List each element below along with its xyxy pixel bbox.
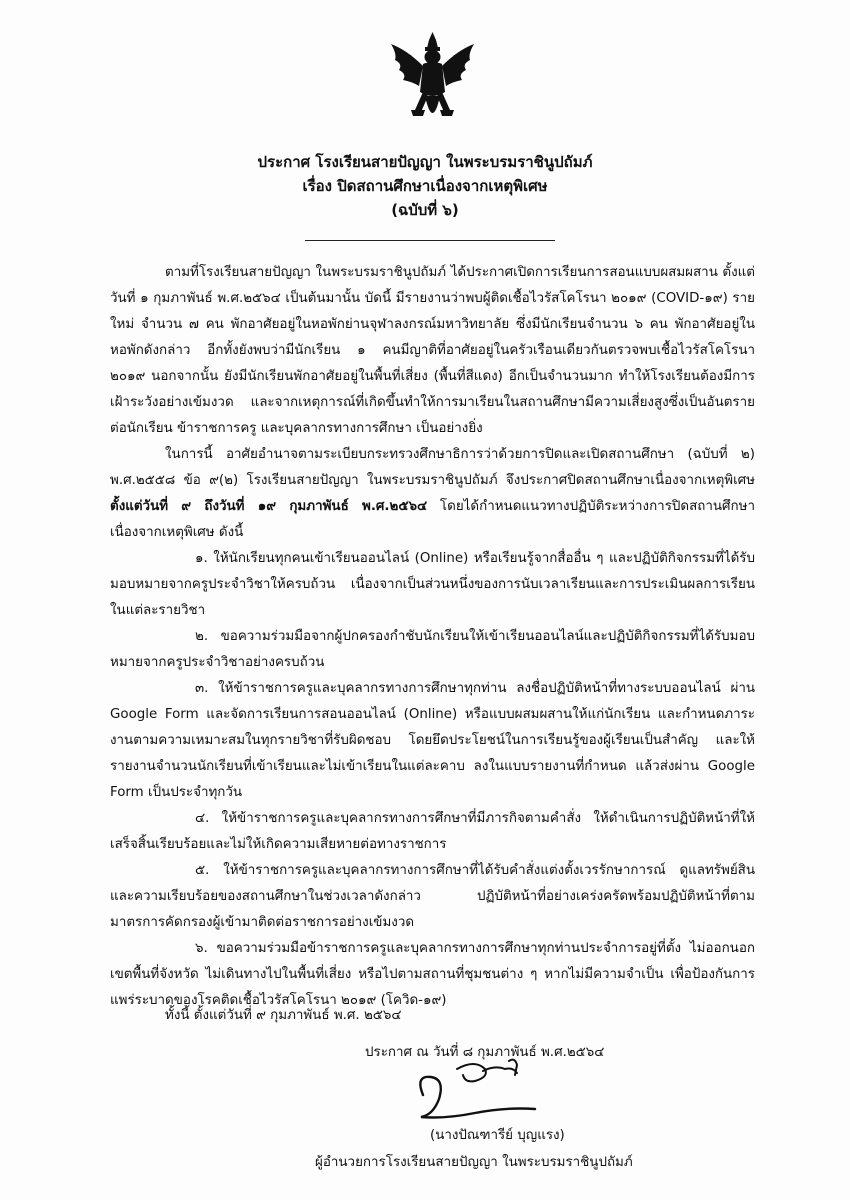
paragraph-2-tail: โดยได้กำหนดแนวทางปฏิบัติระหว่างการปิดสถานศึกษาเนื่องจากเหตุพิเศษ ดังนี้ (110, 499, 755, 540)
document-heading (0, 150, 850, 222)
signature-mark (405, 1055, 555, 1125)
list-item-2: ๒. ขอความร่วมมือจากผู้ปกครองกำชับนักเรียนให้เข้าเรียนออนไลน์และปฏิบัติกิจกรรมที่ได้รับมอบหมายจากครูประจำวิชาอย่างครบถ้วน (110, 629, 755, 670)
list-item-1: ๑. ให้นักเรียนทุกคนเข้าเรียนออนไลน์ (Online) หรือเรียนรู้จากสื่ออื่น ๆ และปฏิบัติกิจกรรมที่ได้รับมอบหมายจากครูประจำวิชาให้ครบถ้วน เนื่องจากเป็นส่วนหนึ่งของการนับเวลาเรียนและการประเมินผลการเรียนในแต่ละรายวิชา (110, 551, 755, 618)
garuda-emblem-icon (385, 30, 480, 130)
list-item-6: ๖. ขอความร่วมมือข้าราชการครูและบุคลากรทางการศึกษาทุกท่านประจำการอยู่ที่ตั้ง ไม่ออกนอกเขตพื้นที่จังหวัด ไม่เดินทางไปในพื้นที่เสี่ยง หรือไปตามสถานที่ชุมชนต่าง ๆ หากไม่มีความจำเป็น เพื่อป้องกันการแพร่ระบาดของโรคติดเชื้อไวรัสโคโรนา ๒๐๑๙ (โควิด-๑๙) (110, 941, 755, 1008)
effective-date: ทั้งนี้ ตั้งแต่วันที่ ๙ กุมภาพันธ์ พ.ศ. ๒๕๖๔ (165, 1008, 402, 1023)
signer-title: ผู้อำนวยการโรงเรียนสายปัญญา ในพระบรมราชินูปถัมภ์ (315, 1155, 633, 1170)
heading-line-3: (ฉบับที่ ๖) (391, 201, 459, 219)
paragraph-2-closure-period: ตั้งแต่วันที่ ๙ ถึงวันที่ ๑๙ กุมภาพันธ์ พ.ศ.๒๕๖๔ (110, 499, 428, 514)
paragraph-2 (110, 442, 755, 546)
announcement-date: ประกาศ ณ วันที่ ๘ กุมภาพันธ์ พ.ศ.๒๕๖๔ (365, 1045, 605, 1060)
list-item-3: ๓. ให้ข้าราชการครูและบุคลากรทางการศึกษาทุกท่าน ลงชื่อปฏิบัติหน้าที่ทางระบบออนไลน์ ผ่าน Google Form และจัดการเรียนการสอนออนไลน์ (Online) หรือแบบผสมผสานให้แก่นักเรียน และกำหนดภาระงานตามความเหมาะสมในทุกรายวิชาที่รับผิดชอบ โดยยึดประโยชน์ในการเรียนรู้ของผู้เรียนเป็นสำคัญ และให้รายงานจำนวนนักเรียนที่เข้าเรียนและไม่เข้าเรียนในแต่ละคาบ ลงในแบบรายงานที่กำหนด แล้วส่งผ่าน Google Form เป็นประจำทุกวัน (110, 681, 755, 800)
heading-divider (305, 240, 555, 241)
paragraph-2-intro: ในการนี้ อาศัยอำนาจตามระเบียบกระทรวงศึกษาธิการว่าด้วยการปิดและเปิดสถานศึกษา (ฉบับที่ ๒) พ.ศ.๒๕๕๘ ข้อ ๙(๒) โรงเรียนสายปัญญา ในพระบรมราชินูปถัมภ์ จึงประกาศปิดสถานศึกษาเนื่องจากเหตุพิเศษ (110, 447, 755, 488)
paragraph-1: ตามที่โรงเรียนสายปัญญา ในพระบรมราชินูปถัมภ์ ได้ประกาศเปิดการเรียนการสอนแบบผสมผสาน ตั้งแต่วันที่ ๑ กุมภาพันธ์ พ.ศ.๒๕๖๔ เป็นต้นมานั้น บัดนี้ มีรายงานว่าพบผู้ติดเชื้อไวรัสโคโรนา ๒๐๑๙ (COVID-๑๙) รายใหม่ จำนวน ๗ คน พักอาศัยอยู่ในหอพักย่านจุฬาลงกรณ์มหาวิทยาลัย ซึ่งมีนักเรียนจำนวน ๖ คน พักอาศัยอยู่ในหอพักดังกล่าว อีกทั้งยังพบว่ามีนักเรียน ๑ คนมีญาติที่อาศัยอยู่ในครัวเรือนเดียวกันตรวจพบเชื้อไวรัสโคโรนา ๒๐๑๙ นอกจากนั้น ยังมีนักเรียนพักอาศัยอยู่ในพื้นที่เสี่ยง (พื้นที่สีแดง) อีกเป็นจำนวนมาก ทำให้โรงเรียนต้องมีการเฝ้าระวังอย่างเข้มงวด และจากเหตุการณ์ที่เกิดขึ้นทำให้การมาเรียนในสถานศึกษามีความเสี่ยงสูงซึ่งเป็นอันตรายต่อนักเรียน ข้าราชการครู และบุคลากรทางการศึกษา เป็นอย่างยิ่ง (110, 265, 755, 436)
list-item-5: ๕. ให้ข้าราชการครูและบุคลากรทางการศึกษาที่ได้รับคำสั่งแต่งตั้งเวรรักษาการณ์ ดูแลทรัพย์สินและความเรียบร้อยของสถานศึกษาในช่วงเวลาดังกล่าว ปฏิบัติหน้าที่อย่างเคร่งครัดพร้อมปฏิบัติหน้าที่ตามมาตรการคัดกรองผู้เข้ามาติดต่อราชการอย่างเข้มงวด (110, 863, 755, 930)
document-body (110, 260, 755, 1014)
heading-line-2: เรื่อง ปิดสถานศึกษาเนื่องจากเหตุพิเศษ (302, 177, 548, 195)
heading-line-1: ประกาศ โรงเรียนสายปัญญา ในพระบรมราชินูปถัมภ์ (257, 153, 593, 171)
list-item-4: ๔. ให้ข้าราชการครูและบุคลากรทางการศึกษาที่มีภารกิจตามคำสั่ง ให้ดำเนินการปฏิบัติหน้าที่ให้เสร็จสิ้นเรียบร้อยและไม่ให้เกิดความเสียหายต่อทางราชการ (110, 811, 755, 852)
signer-name: (นางปัณฑารีย์ บุญแรง) (430, 1128, 565, 1143)
